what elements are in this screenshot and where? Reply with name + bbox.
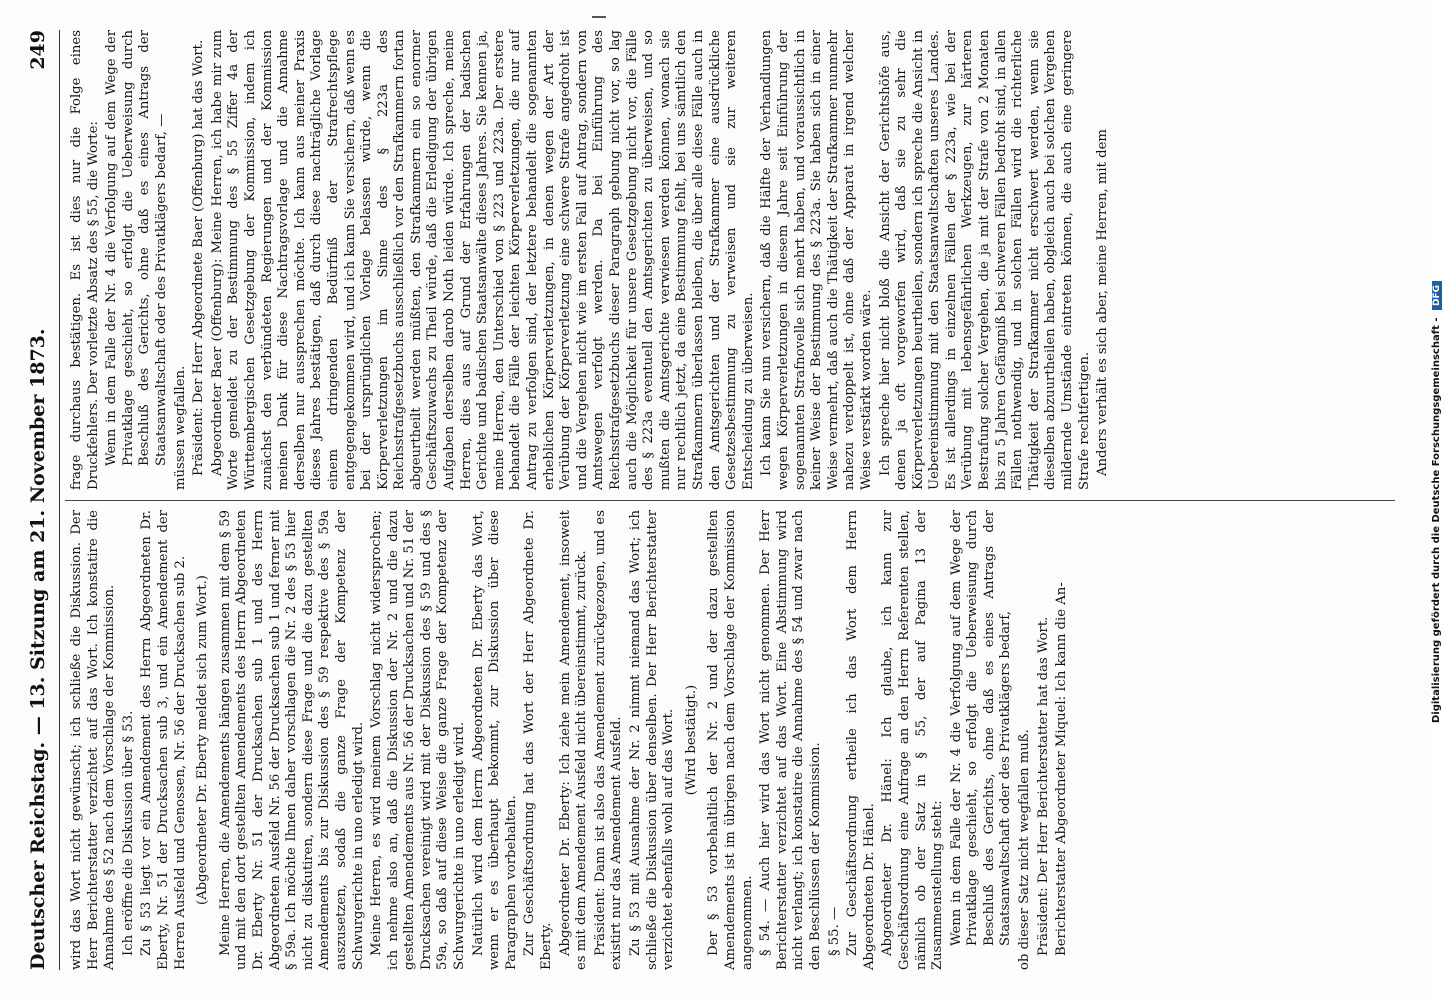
page-header — [27, 30, 55, 970]
paragraph: Natürlich wird dem Herrn Abgeordneten Dr. Eberty das Wort, wenn er es überhaupt bekommt, zur Diskussion über diese Paragraphen vorbehalten. — [470, 510, 519, 970]
dfg-note-text: Digitalisierung gefördert durch die Deutsche Forschungsgemeinschaft - — [1431, 317, 1442, 724]
paragraph: ob dieser Satz nicht wegfallen muß. — [1017, 729, 1033, 970]
dfg-side-note — [1417, 12, 1442, 992]
paragraph: Meine Herren, es wird meinem Vorschlag nicht widersprochen; ich nehme also an, daß die Diskussion der Nr. 2 und die dazu gestellten Amendements aus Nr. 56 der Drucksachen und Nr. 51 der Drucksachen vereinigt wird mit der Diskussion des § 59 und des § 59a, so daß auf diese Weise die ganze Frage der Kompetenz der Schwurgerichte in uno erledigt wird. — [369, 510, 468, 970]
header-rule — [59, 30, 60, 970]
rotated-document — [5, 0, 1415, 1000]
paragraph: § 54. — Auch hier wird das Wort nicht genommen. Der Herr Berichterstatter verzichtet auf das Wort. Eine Abstimmung wird nicht verlangt; ich konstatire die Annahme des § 54 und zwar nach den Beschlüssen der Kommission. — [758, 510, 823, 970]
left-column — [69, 510, 1399, 970]
paragraph: (Abgeordneter Dr. Eberty meldet sich zum Wort.) — [195, 575, 211, 905]
right-column — [69, 30, 1399, 490]
paragraph: Abgeordneter Baer (Offenburg): Meine Herren, ich habe mir zum Worte gemeldet zu der Bestimmung des § 55 Ziffer 4a der Württembergischen Gesetzgebung der Kommission, indem ich zunächst den verbündeten Regierungen und der Kommission meinen Dank für diese Nachtragsvorlage und die Annahme derselben nur aussprechen möchte. Ich kann aus meiner Praxis dieses Jahres bestätigen, daß durch diese nachträgliche Vorlage einem dringenden Bedürfniß der Strafrechtspflege entgegengekommen wird, und ich kann Sie versichern, daß wenn es bei der ursprünglichen Vorlage belassen würde, wenn die Körperverletzungen im Sinne des § 223a des Reichsstrafgesetzbuchs ausschließlich vor den Strafkammern fortan abgeurtheilt werden müßten, den Strafkammern ein so enormer Geschäftszuwachs zu Theil würde, daß die Erledigung der übrigen Aufgaben derselben darob Noth leiden würde. Ich spreche, meine Herren, dies aus auf Grund der Erfahrungen der badischen Gerichte und badischen Staatsanwälte dieses Jahres. Sie kennen ja, meine Herren, den Unterschied von § 223 und 223a. Der erstere behandelt die Fälle der leichten Körperverletzungen, die nur auf Antrag zu verfolgen sind, der letztere behandelt die sogenannten erheblichen Körperverletzungen, in denen wegen der Art der Verübung der Körperverletzung eine schwere Strafe angedroht ist und die Vergehen nicht wie im ersten Fall auf Antrag, sondern von Amtswegen verfolgt werden. Da bei Einführung des Reichsstrafgesetzbuchs dieser Paragraph gebung nicht vor, so lag auch die Möglichkeit für unsere Gesetzgebung nicht vor, die Fälle des § 223a eventuell den Amtsgerichten zu überweisen, und so mußten die Amtsgerichte verwiesen werden können, wonach sie nur rechtlich jetzt, da eine Bestimmung fehlt, bei uns sämtlich den Strafkammern überlassen bleiben, die über alle diese Fälle auch in den Amtsgerichten und der Strafkammer eine ausdrückliche Gesetzesbestimmung zu verweisen und sie zur weiteren Entscheidung zu überweisen. — [209, 30, 756, 490]
paragraph: Wenn in dem Falle der Nr. 4 die Verfolgung auf dem Wege der Privatklage geschieht, so erfolgt die Ueberweisung durch Beschluß des Gerichts, ohne daß es eines Antrags der Staatsanwaltschaft oder des Privatklägers bedarf, — [948, 510, 1014, 946]
paragraph: Abgeordneter Dr. Eberty: Ich ziehe mein Amendement, insoweit es mit dem Amendement Ausfeld nicht übereinstimmt, zurück. — [557, 510, 590, 970]
paragraph: frage durchaus bestätigen. Es ist dies nur die Folge eines Druckfehlers. Der vorletzte Absatz des § 55, die Worte: — [69, 30, 101, 490]
paragraph: Anders verhält es sich aber, meine Herren, mit dem — [1095, 129, 1111, 476]
paragraph: Präsident: Der Herr Abgeordnete Baer (Offenburg) hat das Wort. — [191, 39, 207, 476]
paragraph: Zu § 53 liegt vor ein Amendement des Herrn Abgeordneten Dr. Eberty, Nr. 51 der Drucksachen sub 3, und ein Amendement der Herren Ausfeld und Genossen, Nr. 56 der Drucksachen sub 2. — [139, 510, 188, 970]
paragraph: Wenn in dem Falle der Nr. 4 die Verfolgung auf dem Wege der Privatklage geschieht, so erfolgt die Ueberweisung durch Beschluß des Gerichts, ohne daß es eines Antrags der Staatsanwaltschaft oder des Privatklägers bedarf, — — [104, 30, 169, 466]
paragraph: § 55. — — [826, 906, 842, 956]
header-title: Deutscher Reichstag. — 13. Sitzung am 21. November 1873. — [27, 328, 49, 970]
paragraph: Ich eröffne die Diskussion über § 53. — [120, 710, 136, 956]
paragraph: müssen wegfallen. — [172, 365, 188, 490]
paragraph: Berichterstatter Abgeordneter Miquel: Ich kann die An- — [1054, 582, 1070, 956]
paragraph: Abgeordneter Dr. Hänel: Ich glaube, ich kann zur Geschäftsordnung eine Anfrage an den Herrn Referenten stellen, nämlich ob der Satz in § 55, der auf Pagina 13 der Zusammenstellung steht: — [880, 510, 946, 970]
paragraph: Präsident: Dann ist also das Amendement zurückgezogen, und es existirt nur das Amendement Ausfeld. — [592, 510, 625, 970]
paragraph: Präsident: Der Herr Berichterstatter hat das Wort. — [1035, 616, 1051, 956]
paragraph: Zur Geschäftsordnung ertheile ich das Wort dem Herrn Abgeordneten Dr. Hänel. — [845, 510, 877, 970]
paragraph: Der § 53 vorbehaltlich der Nr. 2 und der dazu gestellten Amendements ist im übrigen nach dem Vorschlage der Kommission angenommen. — [706, 510, 755, 970]
page-number: 249 — [27, 30, 49, 70]
paragraph: Meine Herren, die Amendements hängen zusammen mit dem § 59 und mit den dort gestellten Amendements des Herrn Abgeordneten Dr. Eberty Nr. 51 der Drucksachen sub 1 und des Herrn Abgeordneten Ausfeld Nr. 56 der Drucksachen sub 1 und ferner mit § 59a. Ich möchte Ihnen daher vorschlagen die Nr. 2 des § 53 hier nicht zu diskutiren, sondern diese Frage und die dazu gestellten Amendements bis zur Diskussion des § 59 respektive des § 59a auszusetzen, sodaß die ganze Frage der Kompetenz der Schwurgerichte in uno erledigt wird. — [217, 510, 366, 970]
paragraph: Ich kann Sie nun versichern, daß die Hälfte der Verhandlungen wegen Körperverletzungen in diesem Jahre seit Einführung der sogenannten Strafnovelle sich mehrt haben, und voraussichtlich in keiner Weise der Bestimmung des § 223a. Sie haben sich in einer Weise vermehrt, daß auch die Thätigkeit der Strafkammer nunmehr nahezu verdoppelt ist, ohne daß der Apparat in irgend welcher Weise verstärkt worden wäre. — [759, 30, 874, 490]
paragraph: Zur Geschäftsordnung hat das Wort der Herr Abgeordnete Dr. Eberty. — [522, 510, 555, 970]
paragraph: Ich spreche hier nicht bloß die Ansicht der Gerichtshöfe aus, denen ja oft vorgeworfen wird, daß sie zu sehr die Körperverletzungen beurtheilen, sondern ich spreche die Ansicht in Uebereinstimmung mit den Staatsanwaltschaften unseres Landes. Es ist allerdings in einzelnen Fällen der § 223a, wie bei der Verübung mit lebensgefährlichen Werkzeugen, zur härteren Bestrafung solcher Vergehen, die ja mit der Strafe von 2 Monaten bis zu 5 Jahren Gefängniß bei schweren Fällen bedroht sind, in allen Fällen nothwendig, und in solchen Fällen wird die richterliche Thätigkeit der Strafkammer nicht erschwert werden, wenn sie dieselben abzuurtheilen haben, obgleich auch bei solchen Vergehen mildernde Umstände eintreten können, die auch eine geringere Strafe rechtfertigen. — [877, 30, 1092, 490]
paragraph: wird das Wort nicht gewünscht; ich schließe die Diskussion. Der Herr Berichterstatter verzichtet auf das Wort. Ich konstatire die Annahme des § 52 nach dem Vorschlage der Kommission. — [69, 510, 118, 970]
dfg-logo: DFG — [1432, 281, 1442, 310]
paragraph: (Wird bestätigt.) — [683, 684, 699, 796]
paragraph: Zu § 53 mit Ausnahme der Nr. 2 nimmt niemand das Wort; ich schließe die Diskussion über denselben. Der Herr Berichterstatter verzichtet ebenfalls wohl auf das Wort. — [628, 510, 677, 970]
column-divider — [65, 500, 1395, 501]
